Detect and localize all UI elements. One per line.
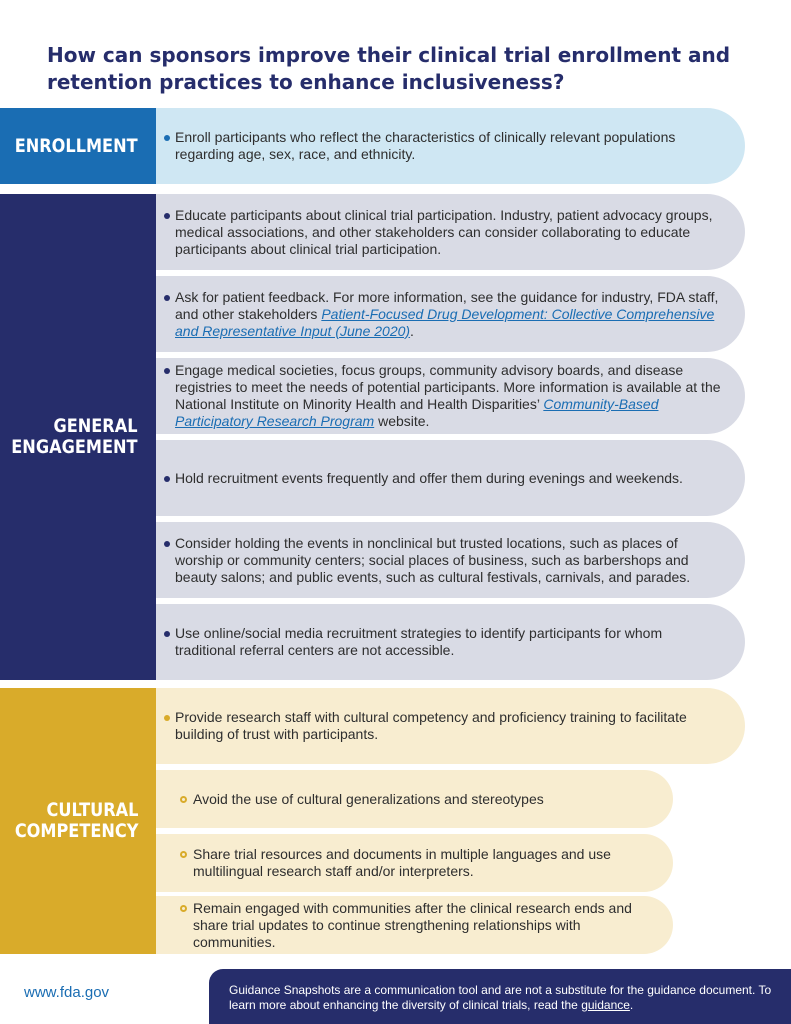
general-item3-text: Engage medical societies, focus groups, community advisory boards, and disease registries to meet the needs of potential participants. More information is available at the National Institute on Minority Health and Health Disparities’ [175, 362, 721, 412]
cultural-subitem-2 [156, 834, 673, 892]
bullet-icon [164, 368, 170, 374]
footer-note-text: Guidance Snapshots are a communication tool and are not a substitute for the guidance document. To learn more about enhancing the diversity of clinical trials, read the [229, 983, 772, 1012]
cultural-subitem-1 [156, 770, 673, 828]
enrollment-label-block [0, 108, 156, 184]
bullet-icon [164, 476, 170, 482]
cultural-competency-label [14, 800, 138, 842]
cultural-subitem-text: Share trial resources and documents in multiple languages and use multilingual research staff and/or interpreters. [193, 846, 611, 879]
general-item-6 [156, 604, 745, 680]
footer-note-end: . [629, 998, 634, 1012]
general-item-3 [156, 358, 745, 434]
bullet-icon [164, 213, 170, 219]
bullet-icon [164, 135, 170, 141]
general-item2-text: Ask for patient feedback. For more information, see the guidance for industry, FDA staff, and other stakeholders [175, 288, 719, 322]
enrollment-item-text: Enroll participants who reflect the characteristics of clinically relevant populations regarding age, sex, race, and ethnicity. [175, 129, 676, 162]
general-item3-end: website. [374, 413, 430, 429]
general-item-text: Use online/social media recruitment strategies to identify participants for whom traditional referral centers are not accessible. [175, 625, 663, 658]
general-item-4 [156, 440, 745, 516]
general-item-text: Educate participants about clinical trial participation. Industry, patient advocacy groups, medical associations, and other stakeholders can consider collaborating to educate participants about clinical trial participation. [175, 206, 713, 257]
general-label-line2: ENGAGEMENT [11, 436, 138, 458]
general-item-text [175, 289, 721, 340]
enrollment-item-1 [156, 108, 745, 184]
general-item-text [175, 362, 721, 430]
general-item-text: Hold recruitment events frequently and offer them during evenings and weekends. [175, 469, 683, 486]
bullet-icon [164, 541, 170, 547]
sub-bullet-icon [180, 851, 187, 858]
general-engagement-label [12, 416, 138, 458]
sub-bullet-icon [180, 796, 187, 803]
bullet-icon [164, 715, 170, 721]
general-item-2 [156, 276, 745, 352]
cultural-item-1 [156, 688, 745, 764]
sub-bullet-icon [180, 905, 187, 912]
general-label-line1: GENERAL [53, 415, 138, 437]
cultural-subitem-text: Remain engaged with communities after the clinical research ends and share trial updates to continue strengthening relationships with communities. [193, 899, 632, 950]
general-item-5 [156, 522, 745, 598]
cbpr-program-link[interactable]: Community-Based Participatory Research Program [175, 396, 659, 429]
fda-website-link[interactable]: www.fda.gov [24, 984, 110, 1001]
cultural-subitem-3 [156, 896, 673, 954]
general-item-text: Consider holding the events in nonclinical but trusted locations, such as places of worship or community centers; social places of business, such as barbershops and beauty salons; and public events, such as cultural festivals, carnivals, and parades. [175, 534, 691, 585]
cultural-subitem-text: Avoid the use of cultural generalizations and stereotypes [193, 790, 544, 807]
guidance-link[interactable]: guidance [581, 998, 630, 1012]
footer-note [209, 969, 791, 1024]
bullet-icon [164, 295, 170, 301]
enrollment-label: ENROLLMENT [15, 134, 138, 157]
general-item2-end: . [410, 322, 414, 339]
page-title: How can sponsors improve their clinical trial enrollment and retention practices to enhance inclusiveness? [47, 43, 731, 94]
cultural-label-line1: CULTURAL [46, 799, 138, 821]
cultural-label-line2: COMPETENCY [14, 820, 138, 842]
cultural-item-text: Provide research staff with cultural competency and proficiency training to facilitate building of trust with participants. [175, 709, 687, 742]
bullet-icon [164, 631, 170, 637]
pfdd-guidance-link[interactable]: Patient-Focused Drug Development: Collective Comprehensive and Representative Input (June 2020) [175, 305, 715, 339]
cultural-competency-label-block [0, 688, 156, 954]
general-engagement-label-block [0, 194, 156, 680]
general-item-1 [156, 194, 745, 270]
